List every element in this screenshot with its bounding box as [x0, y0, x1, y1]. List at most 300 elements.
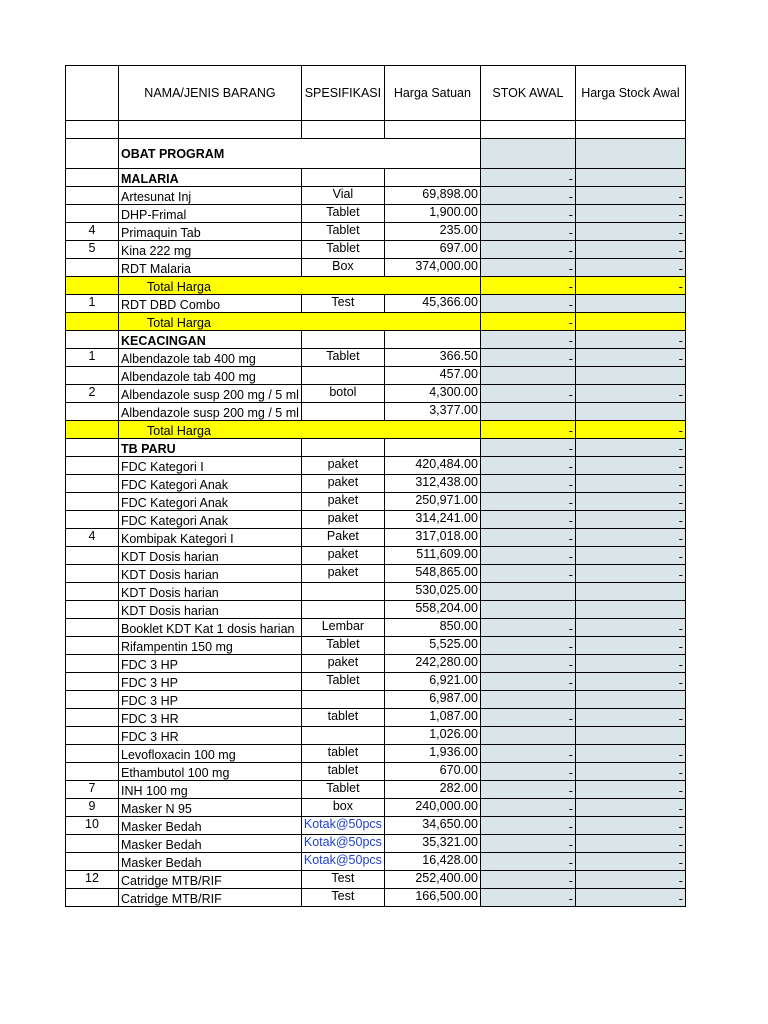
unit-price[interactable] — [384, 331, 480, 349]
table-row — [66, 853, 686, 871]
item-spec[interactable]: paket — [301, 511, 384, 529]
item-name[interactable]: Catridge MTB/RIF — [119, 871, 302, 889]
table-row — [66, 259, 686, 277]
item-name[interactable]: Catridge MTB/RIF — [119, 889, 302, 907]
unit-price[interactable]: 530,025.00 — [384, 583, 480, 601]
row-number[interactable] — [66, 745, 119, 763]
row-number[interactable] — [66, 313, 119, 331]
item-spec[interactable]: Test — [301, 871, 384, 889]
unit-price[interactable]: 16,428.00 — [384, 853, 480, 871]
item-name[interactable]: Kombipak Kategori I — [119, 529, 302, 547]
item-name[interactable]: Masker Bedah — [119, 853, 302, 871]
unit-price[interactable]: 374,000.00 — [384, 259, 480, 277]
initial-stock-value[interactable] — [575, 601, 685, 619]
initial-stock[interactable]: - — [480, 439, 575, 457]
table-row — [66, 601, 686, 619]
item-spec[interactable]: Tablet — [301, 673, 384, 691]
item-name[interactable]: FDC Kategori I — [119, 457, 302, 475]
initial-stock-value[interactable] — [575, 295, 685, 313]
unit-price[interactable]: 1,936.00 — [384, 745, 480, 763]
table-row — [66, 511, 686, 529]
unit-price[interactable]: 34,650.00 — [384, 817, 480, 835]
item-name[interactable]: Levofloxacin 100 mg — [119, 745, 302, 763]
section-row — [66, 169, 686, 187]
row-number[interactable] — [66, 259, 119, 277]
initial-stock[interactable]: - — [480, 565, 575, 583]
unit-price[interactable]: 420,484.00 — [384, 457, 480, 475]
item-spec[interactable]: paket — [301, 493, 384, 511]
table-row — [66, 835, 686, 853]
unit-price[interactable]: 69,898.00 — [384, 187, 480, 205]
item-spec[interactable]: paket — [301, 457, 384, 475]
item-spec[interactable]: Box — [301, 259, 384, 277]
item-spec[interactable]: Tablet — [301, 637, 384, 655]
item-name[interactable]: Albendazole susp 200 mg / 5 ml — [119, 385, 302, 403]
item-spec[interactable]: botol — [301, 385, 384, 403]
row-number[interactable] — [66, 637, 119, 655]
row-number[interactable]: 9 — [66, 799, 119, 817]
total-row — [66, 313, 686, 331]
row-number[interactable] — [66, 763, 119, 781]
header-spec[interactable]: SPESIFIKASI — [301, 66, 384, 121]
item-name[interactable]: KDT Dosis harian — [119, 601, 302, 619]
unit-price[interactable] — [384, 439, 480, 457]
row-number[interactable] — [66, 421, 119, 439]
unit-price[interactable]: 45,366.00 — [384, 295, 480, 313]
unit-price[interactable]: 1,087.00 — [384, 709, 480, 727]
total-row — [66, 277, 686, 295]
item-spec[interactable]: paket — [301, 547, 384, 565]
initial-stock-value[interactable]: - — [575, 781, 685, 799]
header-stok[interactable]: STOK AWAL — [480, 66, 575, 121]
item-name[interactable]: Total Harga — [119, 421, 302, 439]
item-spec[interactable]: paket — [301, 565, 384, 583]
item-name[interactable]: Kina 222 mg — [119, 241, 302, 259]
initial-stock-value[interactable]: - — [575, 871, 685, 889]
table-row — [66, 241, 686, 259]
initial-stock-value[interactable]: - — [575, 475, 685, 493]
initial-stock-value[interactable] — [575, 313, 685, 331]
initial-stock[interactable] — [480, 691, 575, 709]
initial-stock[interactable]: - — [480, 169, 575, 187]
initial-stock-value[interactable]: - — [575, 511, 685, 529]
item-spec[interactable]: tablet — [301, 763, 384, 781]
unit-price[interactable]: 312,438.00 — [384, 475, 480, 493]
cell[interactable] — [119, 121, 302, 139]
item-name[interactable]: KDT Dosis harian — [119, 565, 302, 583]
cell[interactable] — [301, 139, 384, 169]
row-number[interactable] — [66, 835, 119, 853]
initial-stock[interactable]: - — [480, 799, 575, 817]
header-price[interactable]: Harga Satuan — [384, 66, 480, 121]
table-row — [66, 781, 686, 799]
unit-price[interactable]: 242,280.00 — [384, 655, 480, 673]
row-number[interactable] — [66, 205, 119, 223]
item-spec[interactable]: Tablet — [301, 205, 384, 223]
row-number[interactable]: 1 — [66, 295, 119, 313]
unit-price[interactable]: 850.00 — [384, 619, 480, 637]
unit-price[interactable]: 240,000.00 — [384, 799, 480, 817]
item-spec[interactable] — [301, 421, 384, 439]
cell[interactable] — [575, 139, 685, 169]
initial-stock[interactable]: - — [480, 295, 575, 313]
initial-stock-value[interactable]: - — [575, 277, 685, 295]
row-number[interactable] — [66, 457, 119, 475]
table-row — [66, 367, 686, 385]
initial-stock[interactable]: - — [480, 655, 575, 673]
item-spec[interactable]: Tablet — [301, 241, 384, 259]
initial-stock[interactable] — [480, 727, 575, 745]
item-spec[interactable]: Kotak@50pcs — [301, 817, 384, 835]
item-name[interactable]: FDC 3 HR — [119, 709, 302, 727]
row-number[interactable] — [66, 727, 119, 745]
initial-stock[interactable]: - — [480, 241, 575, 259]
initial-stock[interactable]: - — [480, 781, 575, 799]
unit-price[interactable]: 697.00 — [384, 241, 480, 259]
initial-stock[interactable]: - — [480, 673, 575, 691]
initial-stock[interactable]: - — [480, 871, 575, 889]
row-number[interactable]: 10 — [66, 817, 119, 835]
item-name[interactable]: Total Harga — [119, 313, 302, 331]
item-spec[interactable]: Tablet — [301, 781, 384, 799]
item-name[interactable]: FDC 3 HR — [119, 727, 302, 745]
item-spec[interactable] — [301, 691, 384, 709]
row-number[interactable] — [66, 475, 119, 493]
table-row — [66, 529, 686, 547]
initial-stock[interactable]: - — [480, 745, 575, 763]
unit-price[interactable] — [384, 313, 480, 331]
unit-price[interactable]: 558,204.00 — [384, 601, 480, 619]
unit-price[interactable]: 366.50 — [384, 349, 480, 367]
unit-price[interactable]: 314,241.00 — [384, 511, 480, 529]
cell[interactable] — [66, 121, 119, 139]
unit-price[interactable]: 4,300.00 — [384, 385, 480, 403]
initial-stock-value[interactable]: - — [575, 817, 685, 835]
initial-stock[interactable] — [480, 367, 575, 385]
table-row — [66, 709, 686, 727]
inventory-sheet — [65, 65, 686, 907]
row-number[interactable]: 1 — [66, 349, 119, 367]
item-spec[interactable]: Paket — [301, 529, 384, 547]
initial-stock-value[interactable] — [575, 691, 685, 709]
initial-stock-value[interactable]: - — [575, 493, 685, 511]
initial-stock[interactable]: - — [480, 331, 575, 349]
initial-stock[interactable]: - — [480, 511, 575, 529]
item-name[interactable]: Booklet KDT Kat 1 dosis harian — [119, 619, 302, 637]
cell[interactable] — [480, 139, 575, 169]
initial-stock-value[interactable]: - — [575, 673, 685, 691]
unit-price[interactable]: 670.00 — [384, 763, 480, 781]
item-spec[interactable]: Vial — [301, 187, 384, 205]
cell[interactable] — [66, 139, 119, 169]
initial-stock-value[interactable]: - — [575, 259, 685, 277]
item-name[interactable]: Albendazole tab 400 mg — [119, 349, 302, 367]
table-row — [66, 763, 686, 781]
initial-stock-value[interactable]: - — [575, 799, 685, 817]
initial-stock-value[interactable] — [575, 403, 685, 421]
blank-row — [66, 121, 686, 139]
unit-price[interactable] — [384, 169, 480, 187]
row-number[interactable]: 2 — [66, 385, 119, 403]
item-name[interactable]: FDC Kategori Anak — [119, 475, 302, 493]
unit-price[interactable]: 235.00 — [384, 223, 480, 241]
cell[interactable] — [384, 139, 480, 169]
initial-stock-value[interactable]: - — [575, 835, 685, 853]
unit-price[interactable]: 511,609.00 — [384, 547, 480, 565]
row-number[interactable] — [66, 691, 119, 709]
table-row — [66, 565, 686, 583]
initial-stock[interactable]: - — [480, 385, 575, 403]
item-spec[interactable]: Kotak@50pcs — [301, 853, 384, 871]
initial-stock[interactable]: - — [480, 475, 575, 493]
item-spec[interactable]: Test — [301, 295, 384, 313]
item-name[interactable]: TB PARU — [119, 439, 302, 457]
initial-stock-value[interactable]: - — [575, 565, 685, 583]
initial-stock[interactable]: - — [480, 547, 575, 565]
item-name[interactable]: FDC Kategori Anak — [119, 511, 302, 529]
initial-stock-value[interactable]: - — [575, 619, 685, 637]
item-name[interactable]: Rifampentin 150 mg — [119, 637, 302, 655]
header-hsa[interactable]: Harga Stock Awal — [575, 66, 685, 121]
item-spec[interactable]: Kotak@50pcs — [301, 835, 384, 853]
row-number[interactable] — [66, 673, 119, 691]
initial-stock-value[interactable]: - — [575, 637, 685, 655]
table-row — [66, 493, 686, 511]
item-name[interactable]: Albendazole susp 200 mg / 5 ml — [119, 403, 302, 421]
table-row — [66, 583, 686, 601]
initial-stock[interactable]: - — [480, 529, 575, 547]
initial-stock-value[interactable] — [575, 367, 685, 385]
table-row — [66, 349, 686, 367]
unit-price[interactable]: 250,971.00 — [384, 493, 480, 511]
item-spec[interactable] — [301, 367, 384, 385]
unit-price[interactable]: 282.00 — [384, 781, 480, 799]
cell[interactable] — [384, 121, 480, 139]
table-row — [66, 619, 686, 637]
unit-price[interactable]: 1,026.00 — [384, 727, 480, 745]
item-spec[interactable] — [301, 331, 384, 349]
item-spec[interactable] — [301, 313, 384, 331]
initial-stock-value[interactable]: - — [575, 853, 685, 871]
initial-stock[interactable]: - — [480, 457, 575, 475]
unit-price[interactable]: 1,900.00 — [384, 205, 480, 223]
row-number[interactable]: 5 — [66, 241, 119, 259]
table-row — [66, 673, 686, 691]
table-row — [66, 889, 686, 907]
initial-stock[interactable] — [480, 601, 575, 619]
item-spec[interactable]: Lembar — [301, 619, 384, 637]
row-number[interactable]: 4 — [66, 529, 119, 547]
group-label[interactable]: OBAT PROGRAM — [119, 139, 302, 169]
item-name[interactable]: MALARIA — [119, 169, 302, 187]
table-row — [66, 403, 686, 421]
item-spec[interactable]: box — [301, 799, 384, 817]
initial-stock[interactable]: - — [480, 313, 575, 331]
initial-stock-value[interactable]: - — [575, 241, 685, 259]
item-name[interactable]: Primaquin Tab — [119, 223, 302, 241]
row-number[interactable] — [66, 853, 119, 871]
row-number[interactable] — [66, 565, 119, 583]
header-no[interactable] — [66, 66, 119, 121]
item-spec[interactable]: tablet — [301, 745, 384, 763]
initial-stock[interactable]: - — [480, 259, 575, 277]
section-row — [66, 439, 686, 457]
initial-stock-value[interactable]: - — [575, 457, 685, 475]
initial-stock-value[interactable]: - — [575, 421, 685, 439]
row-number[interactable] — [66, 439, 119, 457]
item-spec[interactable]: tablet — [301, 709, 384, 727]
header-name[interactable]: NAMA/JENIS BARANG — [119, 66, 302, 121]
initial-stock[interactable]: - — [480, 421, 575, 439]
row-number[interactable]: 7 — [66, 781, 119, 799]
initial-stock[interactable]: - — [480, 205, 575, 223]
item-name[interactable]: FDC 3 HP — [119, 691, 302, 709]
initial-stock-value[interactable]: - — [575, 187, 685, 205]
row-number[interactable] — [66, 277, 119, 295]
row-number[interactable] — [66, 511, 119, 529]
initial-stock-value[interactable]: - — [575, 349, 685, 367]
item-name[interactable]: Ethambutol 100 mg — [119, 763, 302, 781]
initial-stock-value[interactable]: - — [575, 385, 685, 403]
initial-stock[interactable]: - — [480, 187, 575, 205]
initial-stock[interactable]: - — [480, 763, 575, 781]
row-number[interactable] — [66, 331, 119, 349]
item-spec[interactable] — [301, 583, 384, 601]
item-name[interactable]: RDT Malaria — [119, 259, 302, 277]
unit-price[interactable]: 457.00 — [384, 367, 480, 385]
unit-price[interactable]: 6,921.00 — [384, 673, 480, 691]
unit-price[interactable]: 5,525.00 — [384, 637, 480, 655]
initial-stock[interactable]: - — [480, 349, 575, 367]
initial-stock[interactable]: - — [480, 889, 575, 907]
initial-stock-value[interactable]: - — [575, 709, 685, 727]
table-row — [66, 547, 686, 565]
unit-price[interactable]: 317,018.00 — [384, 529, 480, 547]
unit-price[interactable]: 166,500.00 — [384, 889, 480, 907]
initial-stock-value[interactable] — [575, 583, 685, 601]
table-row — [66, 385, 686, 403]
cell[interactable] — [575, 121, 685, 139]
unit-price[interactable]: 35,321.00 — [384, 835, 480, 853]
initial-stock[interactable]: - — [480, 223, 575, 241]
table-row — [66, 745, 686, 763]
item-name[interactable]: KECACINGAN — [119, 331, 302, 349]
item-name[interactable]: Albendazole tab 400 mg — [119, 367, 302, 385]
item-name[interactable]: Masker Bedah — [119, 835, 302, 853]
initial-stock[interactable]: - — [480, 709, 575, 727]
item-spec[interactable] — [301, 439, 384, 457]
item-name[interactable]: INH 100 mg — [119, 781, 302, 799]
unit-price[interactable]: 6,987.00 — [384, 691, 480, 709]
initial-stock[interactable]: - — [480, 277, 575, 295]
item-spec[interactable] — [301, 169, 384, 187]
row-number[interactable] — [66, 403, 119, 421]
initial-stock-value[interactable]: - — [575, 529, 685, 547]
item-name[interactable]: Masker N 95 — [119, 799, 302, 817]
row-number[interactable]: 12 — [66, 871, 119, 889]
initial-stock-value[interactable]: - — [575, 205, 685, 223]
row-number[interactable]: 4 — [66, 223, 119, 241]
unit-price[interactable] — [384, 277, 480, 295]
item-spec[interactable] — [301, 727, 384, 745]
table-row — [66, 637, 686, 655]
item-spec[interactable]: Test — [301, 889, 384, 907]
initial-stock[interactable]: - — [480, 493, 575, 511]
initial-stock-value[interactable]: - — [575, 745, 685, 763]
table-row — [66, 655, 686, 673]
initial-stock[interactable] — [480, 403, 575, 421]
initial-stock-value[interactable] — [575, 727, 685, 745]
unit-price[interactable]: 548,865.00 — [384, 565, 480, 583]
table-row — [66, 457, 686, 475]
item-spec[interactable]: Tablet — [301, 223, 384, 241]
cell[interactable] — [301, 121, 384, 139]
row-number[interactable] — [66, 709, 119, 727]
initial-stock-value[interactable] — [575, 169, 685, 187]
item-spec[interactable] — [301, 277, 384, 295]
initial-stock-value[interactable]: - — [575, 331, 685, 349]
table-row — [66, 187, 686, 205]
item-name[interactable]: Total Harga — [119, 277, 302, 295]
initial-stock-value[interactable]: - — [575, 889, 685, 907]
initial-stock-value[interactable]: - — [575, 439, 685, 457]
item-spec[interactable]: Tablet — [301, 349, 384, 367]
row-number[interactable] — [66, 169, 119, 187]
item-spec[interactable] — [301, 601, 384, 619]
total-row — [66, 421, 686, 439]
item-name[interactable]: KDT Dosis harian — [119, 583, 302, 601]
row-number[interactable] — [66, 583, 119, 601]
initial-stock[interactable]: - — [480, 637, 575, 655]
item-name[interactable]: DHP-Frimal — [119, 205, 302, 223]
row-number[interactable] — [66, 619, 119, 637]
item-spec[interactable]: paket — [301, 655, 384, 673]
initial-stock[interactable]: - — [480, 835, 575, 853]
row-number[interactable] — [66, 601, 119, 619]
table-row — [66, 205, 686, 223]
initial-stock[interactable]: - — [480, 817, 575, 835]
row-number[interactable] — [66, 655, 119, 673]
item-name[interactable]: Artesunat Inj — [119, 187, 302, 205]
initial-stock-value[interactable]: - — [575, 763, 685, 781]
unit-price[interactable]: 252,400.00 — [384, 871, 480, 889]
initial-stock[interactable]: - — [480, 619, 575, 637]
cell[interactable] — [480, 121, 575, 139]
item-spec[interactable]: paket — [301, 475, 384, 493]
initial-stock[interactable]: - — [480, 853, 575, 871]
item-name[interactable]: FDC Kategori Anak — [119, 493, 302, 511]
row-number[interactable] — [66, 187, 119, 205]
row-number[interactable] — [66, 367, 119, 385]
item-name[interactable]: FDC 3 HP — [119, 655, 302, 673]
initial-stock[interactable] — [480, 583, 575, 601]
item-spec[interactable] — [301, 403, 384, 421]
initial-stock-value[interactable]: - — [575, 547, 685, 565]
unit-price[interactable] — [384, 421, 480, 439]
table-row — [66, 223, 686, 241]
table-row — [66, 727, 686, 745]
row-number[interactable] — [66, 493, 119, 511]
initial-stock-value[interactable]: - — [575, 223, 685, 241]
item-name[interactable]: FDC 3 HP — [119, 673, 302, 691]
initial-stock-value[interactable]: - — [575, 655, 685, 673]
item-name[interactable]: KDT Dosis harian — [119, 547, 302, 565]
unit-price[interactable]: 3,377.00 — [384, 403, 480, 421]
row-number[interactable] — [66, 547, 119, 565]
row-number[interactable] — [66, 889, 119, 907]
item-name[interactable]: RDT DBD Combo — [119, 295, 302, 313]
item-name[interactable]: Masker Bedah — [119, 817, 302, 835]
